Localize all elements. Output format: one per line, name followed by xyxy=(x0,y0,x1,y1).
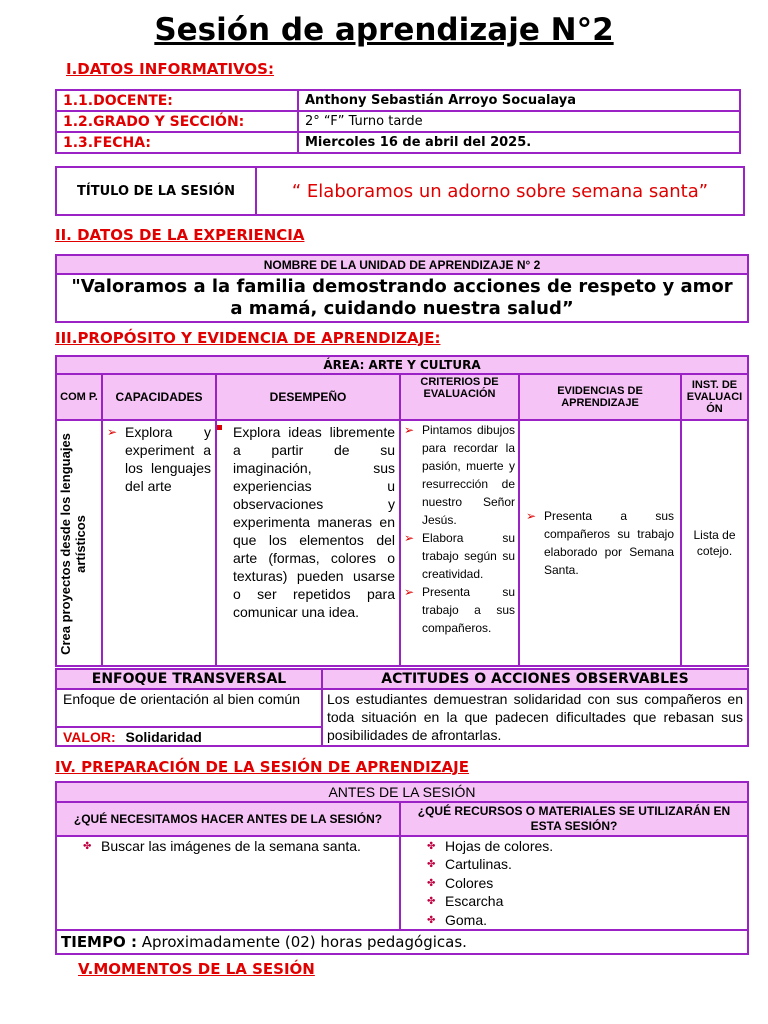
session-title: “ Elaboramos un adorno sobre semana santa” xyxy=(256,167,744,215)
area-label: ÁREA: ARTE Y CULTURA xyxy=(56,356,748,374)
bullet-marker-icon xyxy=(217,425,222,430)
section-heading-proposito: III.PROPÓSITO Y EVIDENCIA DE APRENDIZAJE: xyxy=(55,329,441,347)
material-item: ✤ Hojas de colores. xyxy=(423,837,743,855)
tiempo-label: TIEMPO : xyxy=(61,933,137,952)
criterio-item: ➢ Presenta su trabajo a sus compañeros. xyxy=(404,583,515,637)
actitudes-text: Los estudiantes demuestran solidaridad con sus compañeros en toda situación en la que padecen dificultades que rebasan sus posibilidades de afrontarlas. xyxy=(322,689,748,746)
valor-value: Solidaridad xyxy=(125,728,202,745)
enfoque-table xyxy=(55,668,749,747)
valor-label: VALOR: xyxy=(63,728,116,745)
fecha-value: Miercoles 16 de abril del 2025. xyxy=(298,132,740,153)
docente-label: 1.1.DOCENTE: xyxy=(56,90,298,111)
session-title-label: TÍTULO DE LA SESIÓN xyxy=(56,167,256,215)
material-item: ✤ Colores xyxy=(423,874,743,892)
enfoque-post: orientación al bien común xyxy=(140,691,300,707)
enfoque-cell xyxy=(56,689,322,727)
grado-value: 2° “F” Turno tarde xyxy=(298,111,740,132)
material-item: ✤ Escarcha xyxy=(423,892,743,910)
tiempo-value: Aproximadamente (02) horas pedagógicas. xyxy=(136,933,467,952)
capacidad-cell xyxy=(102,420,216,666)
criterio-item: ➢ Elabora su trabajo según su creatividad. xyxy=(404,529,515,583)
page-title: Sesión de aprendizaje N°2 xyxy=(154,12,614,48)
competencia-cell xyxy=(56,420,102,666)
unit-name: "Valoramos a la familia demostrando acciones de respeto y amor a mamá, cuidando nuestra salud” xyxy=(56,274,748,322)
capacidad-text: ➢ Explora y experiment a los lenguajes del arte xyxy=(107,423,211,495)
antes-label: ANTES DE LA SESIÓN xyxy=(56,782,748,802)
evidencia-cell xyxy=(519,420,681,666)
fecha-label: 1.3.FECHA: xyxy=(56,132,298,153)
session-title-table xyxy=(55,166,745,216)
section-heading-momentos: V.MOMENTOS DE LA SESIÓN xyxy=(78,960,315,978)
header-comp: COM P. xyxy=(56,374,102,420)
proposito-table xyxy=(55,355,749,667)
grado-label: 1.2.GRADO Y SECCIÓN: xyxy=(56,111,298,132)
enfoque-header: ENFOQUE TRANSVERSAL xyxy=(56,669,322,689)
header-instrumento: INST. DE EVALUACI ÓN xyxy=(681,374,748,420)
desempeno-text: Explora ideas libremente a partir de su imaginación, sus experiencias u observaciones y experimenta maneras en que los elementos del arte (formas, colores o texturas) pueden usarse o ser repetidos para comunicar una idea. xyxy=(233,424,395,620)
tiempo-cell xyxy=(56,930,748,954)
material-item: ✤ Cartulinas. xyxy=(423,855,743,873)
unit-table xyxy=(55,254,749,323)
q-materiales: ¿QUÉ RECURSOS O MATERIALES SE UTILIZARÁN EN ESTA SESIÓN? xyxy=(400,802,748,836)
enfoque-de: de xyxy=(119,692,137,708)
preparacion-table xyxy=(55,781,749,955)
criterios-cell xyxy=(400,420,519,666)
header-capacidades: CAPACIDADES xyxy=(102,374,216,420)
unit-label: NOMBRE DE LA UNIDAD DE APRENDIZAJE N° 2 xyxy=(56,255,748,274)
docente-value: Anthony Sebastián Arroyo Socualaya xyxy=(298,90,740,111)
section-heading-experiencia: II. DATOS DE LA EXPERIENCIA xyxy=(55,226,305,244)
q-hacer: ¿QUÉ NECESITAMOS HACER ANTES DE LA SESIÓN? xyxy=(56,802,400,836)
evidencia-text: ➢ Presenta a sus compañeros su trabajo elaborado por Semana Santa. xyxy=(526,507,674,579)
instrumento-text: Lista de cotejo. xyxy=(681,420,748,666)
criterio-item: ➢ Pintamos dibujos para recordar la pasión, muerte y resurrección de nuestro Señor Jesús. xyxy=(404,421,515,529)
hacer-cell xyxy=(56,836,400,930)
materiales-cell xyxy=(400,836,748,930)
desempeno-cell xyxy=(216,420,400,666)
section-heading-preparacion: IV. PREPARACIÓN DE LA SESIÓN DE APRENDIZAJE xyxy=(55,758,469,776)
header-desempeno: DESEMPEÑO xyxy=(216,374,400,420)
enfoque-pre: Enfoque xyxy=(63,691,116,707)
section-heading-datos: I.DATOS INFORMATIVOS: xyxy=(66,60,274,78)
header-evidencias: EVIDENCIAS DE APRENDIZAJE xyxy=(519,374,681,420)
competencia-text: Crea proyectos desde los lenguajes artísticos xyxy=(58,433,88,655)
material-item: ✤ Goma. xyxy=(423,911,743,929)
header-criterios: CRITERIOS DE EVALUACIÓN xyxy=(400,374,519,420)
valor-cell xyxy=(56,727,322,746)
datos-table xyxy=(55,89,741,154)
actitudes-header: ACTITUDES O ACCIONES OBSERVABLES xyxy=(322,669,748,689)
hacer-item: ✤ Buscar las imágenes de la semana santa. xyxy=(79,837,395,855)
